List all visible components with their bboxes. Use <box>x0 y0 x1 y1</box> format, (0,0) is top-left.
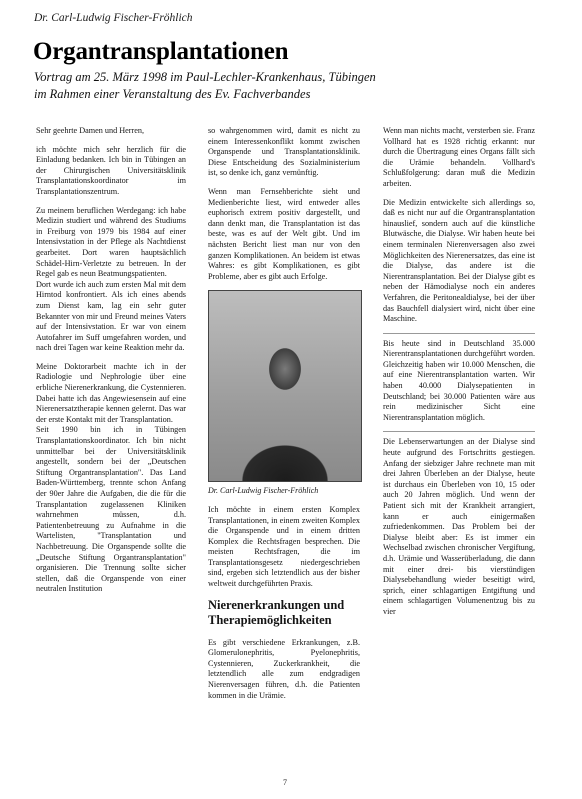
paragraph: Die Lebenserwartungen an der Dialyse sind heute aufgrund des Fortschritts gestiegen. Anfang der siebziger Jahre rechnete man mit drei Jahren Überleben an der Dialyse, heute ist durchaus ein Überleben von 10, 15 oder auch 20 Jahren möglich. Und wenn der Patient sich mit der Krankheit arrangiert, kann er auch einigermaßen zufriedenkommen. Das Problem bei der Dialyse bleibt aber: Es ist immer ein Wechselbad zwischen chronischer Vergiftung, d.h. Urämie und Wasserüberladung, die dann mit einer drei- bis vierstündigen Dialysebehandlung wieder beseitigt wird, sprich, einer schlagartigen Entgiftung und einem schlagartigen Volumenentzug bis zu vier <box>383 431 535 617</box>
column-3 <box>383 126 535 626</box>
paragraph: Bis heute sind in Deutschland 35.000 Nierentransplantationen durchgeführt worden. Gleichzeitig haben wir 10.000 Menschen, die auf eine Nierentransplantation warten. Wir haben 40.000 Dialysepatienten in Deutschland; bei 30.000 Patienten wäre aus rein medizinischer Sicht eine Nierentransplantation möglich. <box>383 333 535 424</box>
paragraph: ich möchte mich sehr herzlich für die Einladung bedanken. Ich bin in Tübingen an der Chirurgischen Universitätsklinik Transplantationskoordinator im Transplantationszentrum. <box>36 144 186 196</box>
column-1 <box>36 126 186 603</box>
paragraph: Wenn man Fernsehberichte sieht und Medienberichte liest, wird entweder alles euphorisch extrem positiv dargestellt, und dann denkt man, die Transplantation ist das beste, was es auf der Welt gibt. Und im nächsten Bericht liest man nur von den ganzen Komplikationen. An beidem ist etwas Wahres: es gibt Komplikationen, es gibt Probleme, aber es gibt auch Erfolge. <box>208 186 360 281</box>
paragraph: Sehr geehrte Damen und Herren, <box>36 126 144 135</box>
article-title: Organtransplantationen <box>33 38 289 65</box>
paragraph: Dort wurde ich auch zum ersten Mal mit dem Hirntod konfrontiert. Als ich eines abends zum Dienst kam, lag ein sehr guter Bekannter von mir und Freund meines Vaters auf der Intensivstation. Er war von einem Autofahrer im Suff umgefahren worden, und nach drei Tagen war keine Reaktion mehr da. <box>36 279 186 353</box>
photo-caption: Dr. Carl-Ludwig Fischer-Fröhlich <box>208 486 319 496</box>
paragraph: Wenn man nichts macht, versterben sie. Franz Vollhard hat es 1928 richtig erkannt: nur durch die Übertragung eines Organs fällt sich die Urämie behandeln. Vollhard's Schlußfolgerung: daran muß die Medizin arbeiten. <box>383 126 535 188</box>
paragraph: Ich möchte in einem ersten Komplex Transplantationen, in einem zweiten Komplex die Organspende und in einem dritten Komplex die Rechtsfragen besprechen. Die meisten Rechtsfragen, die im Transplantationsgesetz niedergeschrieben sind, ergeben sich letztendlich aus der bisher weltweit durchgeführten Praxis. <box>208 504 360 589</box>
subtitle-line-2: im Rahmen einer Veranstaltung des Ev. Fachverbandes <box>34 87 311 101</box>
author-name: Dr. Carl-Ludwig Fischer-Fröhlich <box>34 12 193 24</box>
subtitle-line-1: Vortrag am 25. März 1998 im Paul-Lechler-Krankenhaus, Tübingen <box>34 70 376 84</box>
paragraph: Es gibt verschiedene Erkrankungen, z.B. Glomerulonephritis, Pyelonephritis, Cystennieren, Zuckerkrankheit, die letztendlich alle zum endgradigen Nierenversagen führen, d.h. die Patienten kommen in die Urämie. <box>208 637 360 700</box>
paragraph: Meine Doktorarbeit machte ich in der Radiologie und Nephrologie über eine erbliche Nierenerkrankung, die Cystennieren. Dabei hatte ich das Angewiesensein auf eine Nierenersatztherapie kennen gelernt. Das war der erste Kontakt mit der Transplantation. <box>36 361 186 424</box>
page-number: 7 <box>283 778 287 787</box>
author-photo <box>208 290 362 482</box>
paragraph: Die Medizin entwickelte sich allerdings so, daß es nicht nur auf die Organtransplantation hinauslief, sondern auch auf die künstliche Blutwäsche, die Dialyse. Wir haben heute bei einem terminalen Nierenversagen also zwei Möglichkeiten des Nierenersatzes, das eine ist die Dialyse, das andere ist die Nierentransplantation. Bei der Dialyse gibt es neben der Hämodialyse noch ein anderes Verfahren, die Peritonealdialyse, bei der über das Bauchfell dialysiert wird, nicht über eine Maschine. <box>383 197 535 324</box>
column-2 <box>208 126 360 709</box>
section-heading: Nierenerkrankungen und Therapiemöglichkeiten <box>208 597 345 627</box>
paragraph: Seit 1990 bin ich in Tübingen Transplantationskoordinator. Ich bin nicht unmittelbar bei der Universitätsklinik angestellt, sondern bei der „Deutschen Stiftung Organtransplantation". Das Land Baden-Württemberg, trennte schon Anfang der 90er Jahre die Aufgaben, die die für die Transplantation zugelassenen Kliniken wahrnehmen müssen, d.h. Patientenbetreuung zu Aufnahme in die Wartelisten, "Transplantation und Nachbetreuung. Die Organspende sollte die „Deutsche Stiftung Organtransplantation" organisieren. Die Trennung sollte sicher stellen, daß die Organspende von einer neutralen Institution <box>36 425 186 594</box>
article-subtitle <box>34 69 554 103</box>
paragraph: Zu meinem beruflichen Werdegang: ich habe Medizin studiert und während des Studiums in Freiburg von 1979 bis 1984 auf einer Intensivstation in der Pflege als Nachtdienst gearbeitet. Dort waren hauptsächlich Schädel-Hirn-Verletzte zu betreuen. In der Regel gab es neun Beatmungspatienten. <box>36 205 186 279</box>
paragraph: so wahrgenommen wird, damit es nicht zu einem Interessenkonflikt kommt zwischen Organspende und Transplantationsklinik. Diese Entscheidung des Sozialministerium ist, so denke ich, ganz vernünftig. <box>208 126 360 178</box>
